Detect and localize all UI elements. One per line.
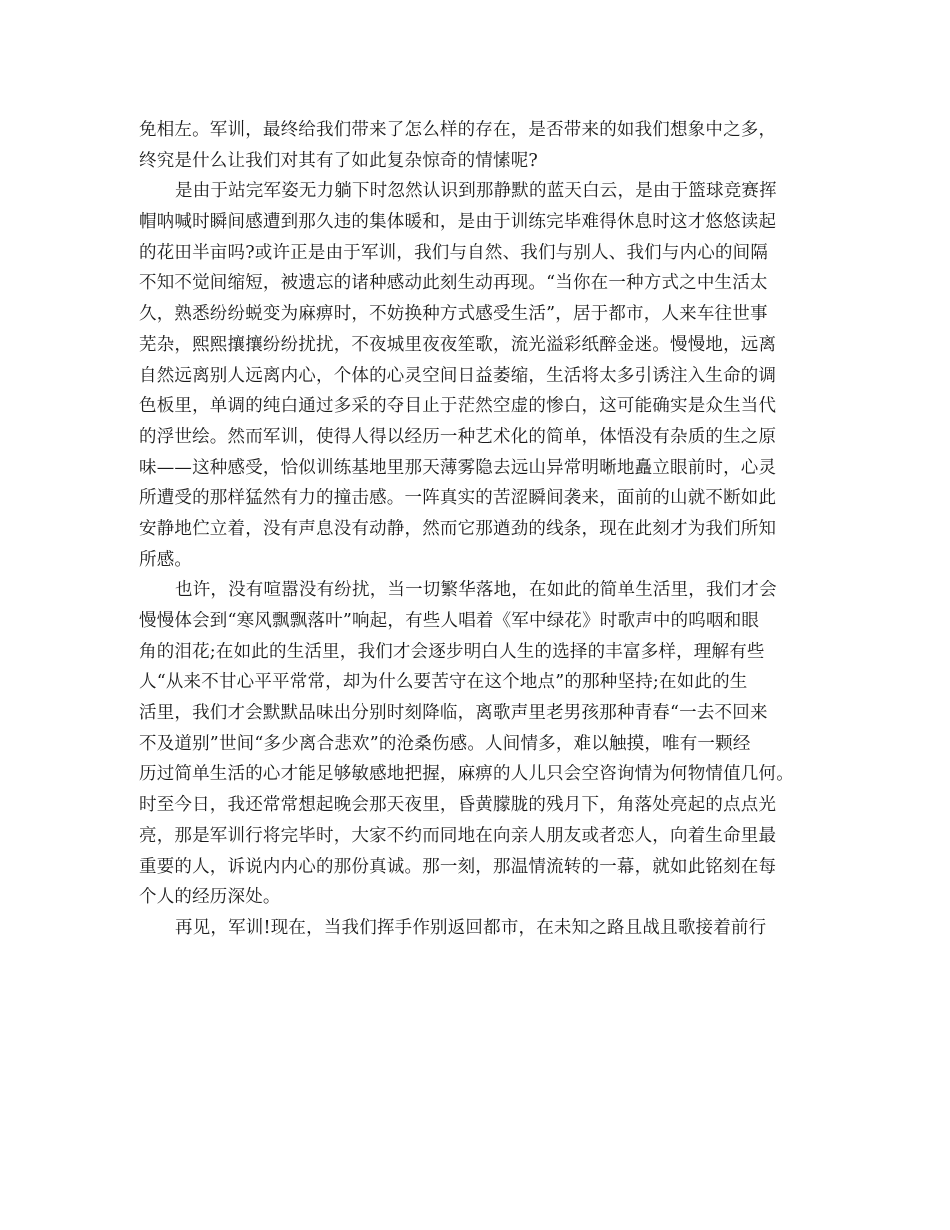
text-line: 不知不觉间缩短，被遗忘的诸种感动此刻生动再现。“当你在一种方式之中生活太 — [139, 273, 768, 294]
text-line: 的浮世绘。然而军训，使得人得以经历一种艺术化的简单，体悟没有杂质的生之原 — [139, 426, 777, 447]
text-line: 免相左。军训，最终给我们带来了怎么样的存在，是否带来的如我们想象中之多， — [139, 120, 777, 140]
text-line: 活里，我们才会默默品味出分别时刻降临，离歌声里老男孩那种青春“一去不回来 — [139, 703, 768, 724]
paragraph-first-line: 也许，没有喧嚣没有纷扰，当一切繁华落地，在如此的简单生活里，我们才会 — [175, 580, 777, 601]
text-line: 自然远离别人远离内心，个体的心灵空间日益萎缩，生活将太多引诱注入生命的调 — [139, 365, 777, 386]
text-line: 人“从来不甘心平平常常，却为什么要苦守在这个地点”的那种坚持;在如此的生 — [139, 672, 748, 693]
paragraph-first-line: 再见，军训!现在，当我们挥手作别返回都市，在未知之路且战且歌接着前行 — [175, 917, 767, 938]
text-line: 色板里，单调的纯白通过多采的夺目止于茫然空虚的惨白，这可能确实是众生当代 — [139, 396, 777, 417]
text-line: 味——这种感受，恰似训练基地里那天薄雾隐去远山异常明晰地矗立眼前时，心灵 — [139, 457, 777, 478]
text-line: 所感。 — [139, 549, 193, 570]
text-line: 时至今日，我还常常想起晚会那天夜里，昏黄朦胧的残月下，角落处亮起的点点光 — [139, 795, 777, 816]
text-line: 安静地伫立着，没有声息没有动静，然而它那遒劲的线条，现在此刻才为我们所知 — [139, 518, 777, 539]
text-line: 久，熟悉纷纷蜕变为麻痹时，不妨换种方式感受生活”，居于都市，人来车往世事 — [139, 304, 768, 325]
text-line: 亮，那是军训行将完毕时，大家不约而同地在向亲人朋友或者恋人，向着生命里最 — [139, 825, 777, 846]
text-line: 的花田半亩吗?或许正是由于军训，我们与自然、我们与别人、我们与内心的间隔 — [139, 242, 769, 263]
text-line: 慢慢体会到“寒风飘飘落叶”响起，有些人唱着《军中绿花》时歌声中的呜咽和眼 — [139, 611, 760, 631]
text-line: 个人的经历深处。 — [139, 887, 281, 908]
text-line: 芜杂，熙熙攘攘纷纷扰扰，不夜城里夜夜笙歌，流光溢彩纸醉金迷。慢慢地，远离 — [139, 334, 777, 355]
text-line: 帽呐喊时瞬间感遭到那久违的集体暖和，是由于训练完毕难得休息时这才悠悠读起 — [139, 212, 777, 233]
text-line: 角的泪花;在如此的生活里，我们才会逐步明白人生的选择的丰富多样，理解有些 — [139, 641, 765, 662]
text-line: 所遭受的那样猛然有力的撞击感。一阵真实的苦涩瞬间袭来，面前的山就不断如此 — [139, 488, 777, 509]
paragraph-first-line: 是由于站完军姿无力躺下时忽然认识到那静默的蓝天白云，是由于篮球竞赛挥 — [175, 181, 777, 202]
document-body — [139, 115, 819, 944]
text-line: 终究是什么让我们对其有了如此复杂惊奇的情愫呢? — [139, 150, 538, 171]
text-line: 不及道别”世间“多少离合悲欢”的沧桑伤感。人间情多，难以触摸，唯有一颗经 — [139, 733, 751, 754]
text-line: 历过简单生活的心才能足够敏感地把握，麻痹的人儿只会空咨询情为何物情值几何。 — [139, 764, 794, 785]
text-line: 重要的人，诉说内内心的那份真诚。那一刻，那温情流转的一幕，就如此铭刻在每 — [139, 856, 777, 877]
